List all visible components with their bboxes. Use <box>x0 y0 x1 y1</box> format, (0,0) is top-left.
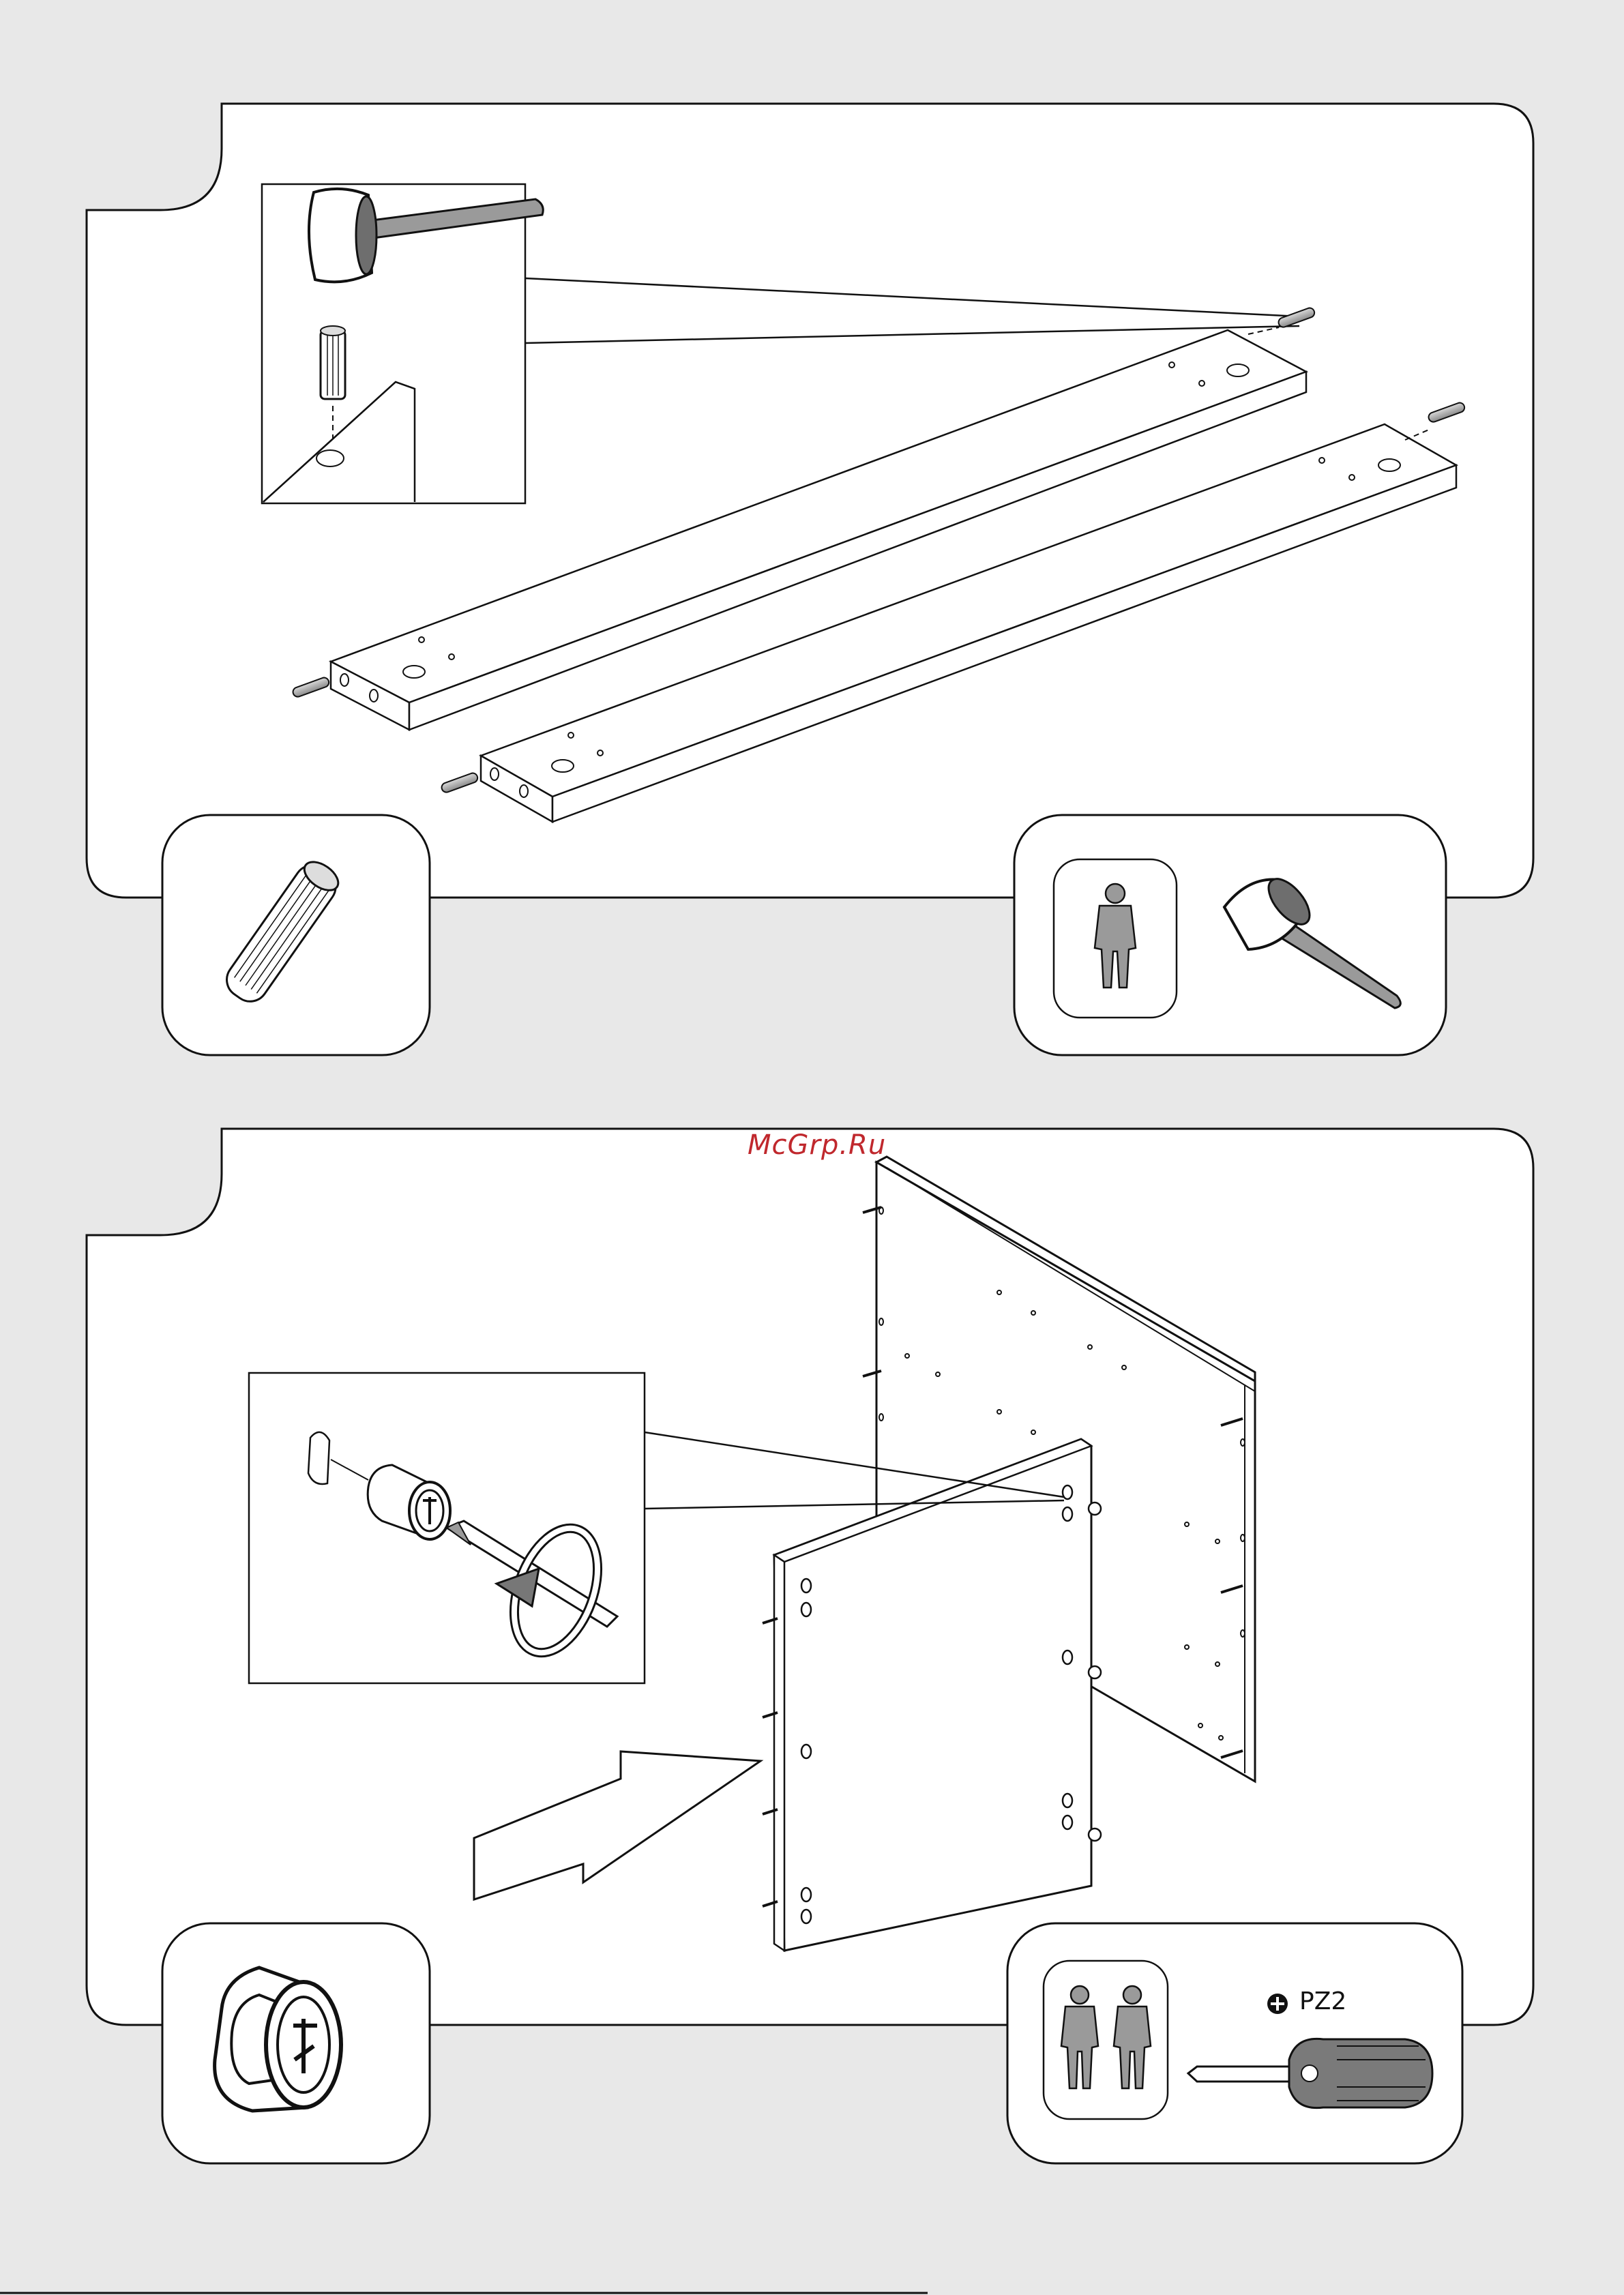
step-1-tools-box <box>1014 815 1446 1055</box>
step-1-parts-box <box>162 815 430 1055</box>
step-2-panel <box>87 1129 1533 2025</box>
dowel-icon <box>321 326 345 399</box>
watermark-text: McGrp.Ru <box>748 1129 887 1161</box>
phillips-icon <box>1267 1994 1288 2014</box>
step-2-parts-box <box>162 1923 430 2163</box>
screwdriver-bit-label: PZ2 <box>1299 1987 1347 2015</box>
cam-lock-fitting-icon <box>215 1968 341 2111</box>
step-1-panel <box>87 104 1533 898</box>
step-2-tools-box <box>1007 1923 1462 2163</box>
